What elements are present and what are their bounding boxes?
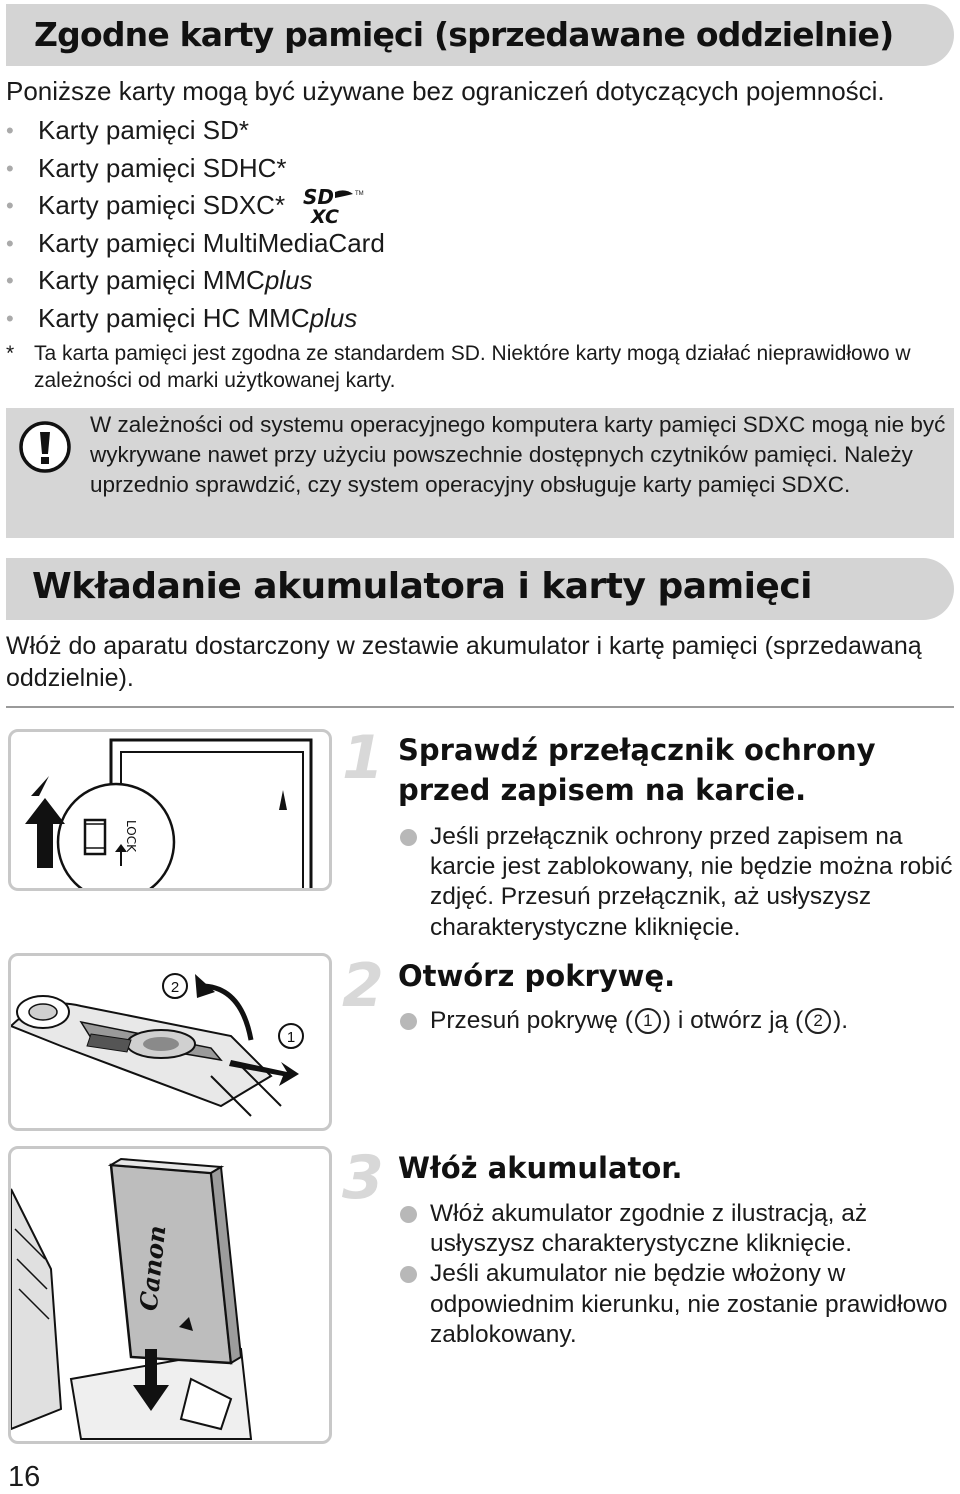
svg-text:SD: SD: [303, 185, 335, 209]
list-item: Przesuń pokrywę ( 1 ) i otwórz ją ( 2 ).: [398, 1006, 958, 1036]
section-banner-insert-battery-card: [6, 558, 954, 620]
marker-2-icon: 2: [805, 1008, 831, 1034]
list-item: Jeśli akumulator nie będzie włożony w odpowiednim kierunku, nie zostanie prawidłowo zablokowany.: [398, 1259, 958, 1350]
divider: [6, 706, 954, 708]
list-item: Włóż akumulator zgodnie z ilustracją, aż usłyszysz charakterystyczne kliknięcie.: [398, 1199, 958, 1259]
warning-text: W zależności od systemu operacyjnego komputera karty pamięci SDXC mogą nie być wykrywane nawet przy użyciu powszechnie dostępnych czytników pamięci. Należy uprzednio sprawdzić, czy system operacyjny obsługuje karty pamięci SDXC.: [90, 412, 946, 498]
bullet-dot-icon: •: [6, 155, 14, 181]
insert-battery-illustration: [8, 1146, 332, 1444]
list-item: • Karty pamięci SDXC* SD XC TM: [6, 185, 364, 226]
step-1-bullets: [398, 822, 958, 943]
bullet-circle-icon: [400, 1206, 417, 1223]
caution-icon: [18, 420, 72, 474]
step-number-3: 3: [342, 1143, 384, 1213]
svg-text:Canon: Canon: [133, 1224, 172, 1313]
svg-text:XC: XC: [311, 205, 339, 226]
list-item: • Karty pamięci HC MMC plus: [6, 300, 385, 338]
list-item: Jeśli przełącznik ochrony przed zapisem na karcie jest zablokowany, nie będzie można robić zdjęć. Przesuń przełącznik, aż usłyszysz charakterystyczne kliknięcie.: [398, 822, 958, 943]
step-3-bullets: [398, 1199, 958, 1350]
svg-text:2: 2: [170, 979, 180, 996]
step-title-1: Sprawdź przełącznik ochrony przed zapisem na karcie.: [398, 733, 876, 807]
section-title-compatible-cards: Zgodne karty pamięci (sprzedawane oddzielnie): [34, 15, 894, 54]
bullet-circle-icon: [400, 829, 417, 846]
svg-text:1: 1: [286, 1029, 296, 1046]
svg-text:LOCK: LOCK: [124, 820, 138, 852]
sd-card-lock-illustration: [8, 729, 332, 891]
bullet-dot-icon: •: [6, 118, 14, 143]
section-title-insert-battery-card: Wkładanie akumulatora i karty pamięci: [32, 566, 813, 607]
sdxc-logo-icon: [297, 186, 365, 226]
list-item: • Karty pamięci SD*: [6, 112, 385, 150]
insert-intro: Włóż do aparatu dostarczony w zestawie akumulator i kartę pamięci (sprzedawaną oddzielnie).: [6, 632, 922, 692]
step-number-2: 2: [342, 951, 384, 1021]
list-item: • Karty pamięci MMC plus: [6, 262, 385, 300]
warning-box: [6, 408, 954, 538]
card-types-list: [6, 112, 385, 338]
step-title-3: Włóż akumulator.: [398, 1151, 683, 1185]
bullet-dot-icon: •: [6, 268, 14, 294]
list-item: • Karty pamięci MultiMediaCard: [6, 225, 385, 263]
bullet-dot-icon: •: [6, 230, 14, 256]
bullet-dot-icon: •: [6, 193, 14, 219]
page-number: 16: [8, 1461, 41, 1493]
bullet-dot-icon: •: [6, 305, 14, 331]
open-cover-illustration: [8, 953, 332, 1131]
step-title-2: Otwórz pokrywę.: [398, 959, 676, 993]
compatible-cards-intro: Poniższe karty mogą być używane bez ograniczeń dotyczących pojemności.: [6, 76, 885, 106]
bullet-circle-icon: [400, 1266, 417, 1283]
list-item: • Karty pamięci SDHC*: [6, 150, 385, 188]
footnote: * Ta karta pamięci jest zgodna ze standardem SD. Niektóre karty mogą działać nieprawidłowo w zależności od marki użytkowanej karty.: [6, 342, 911, 392]
step-number-1: 1: [342, 723, 384, 793]
svg-text:TM: TM: [355, 190, 364, 197]
marker-1-icon: 1: [635, 1008, 661, 1034]
step-2-bullets: [398, 1006, 958, 1036]
section-banner-compatible-cards: [6, 4, 954, 66]
bullet-circle-icon: [400, 1013, 417, 1030]
